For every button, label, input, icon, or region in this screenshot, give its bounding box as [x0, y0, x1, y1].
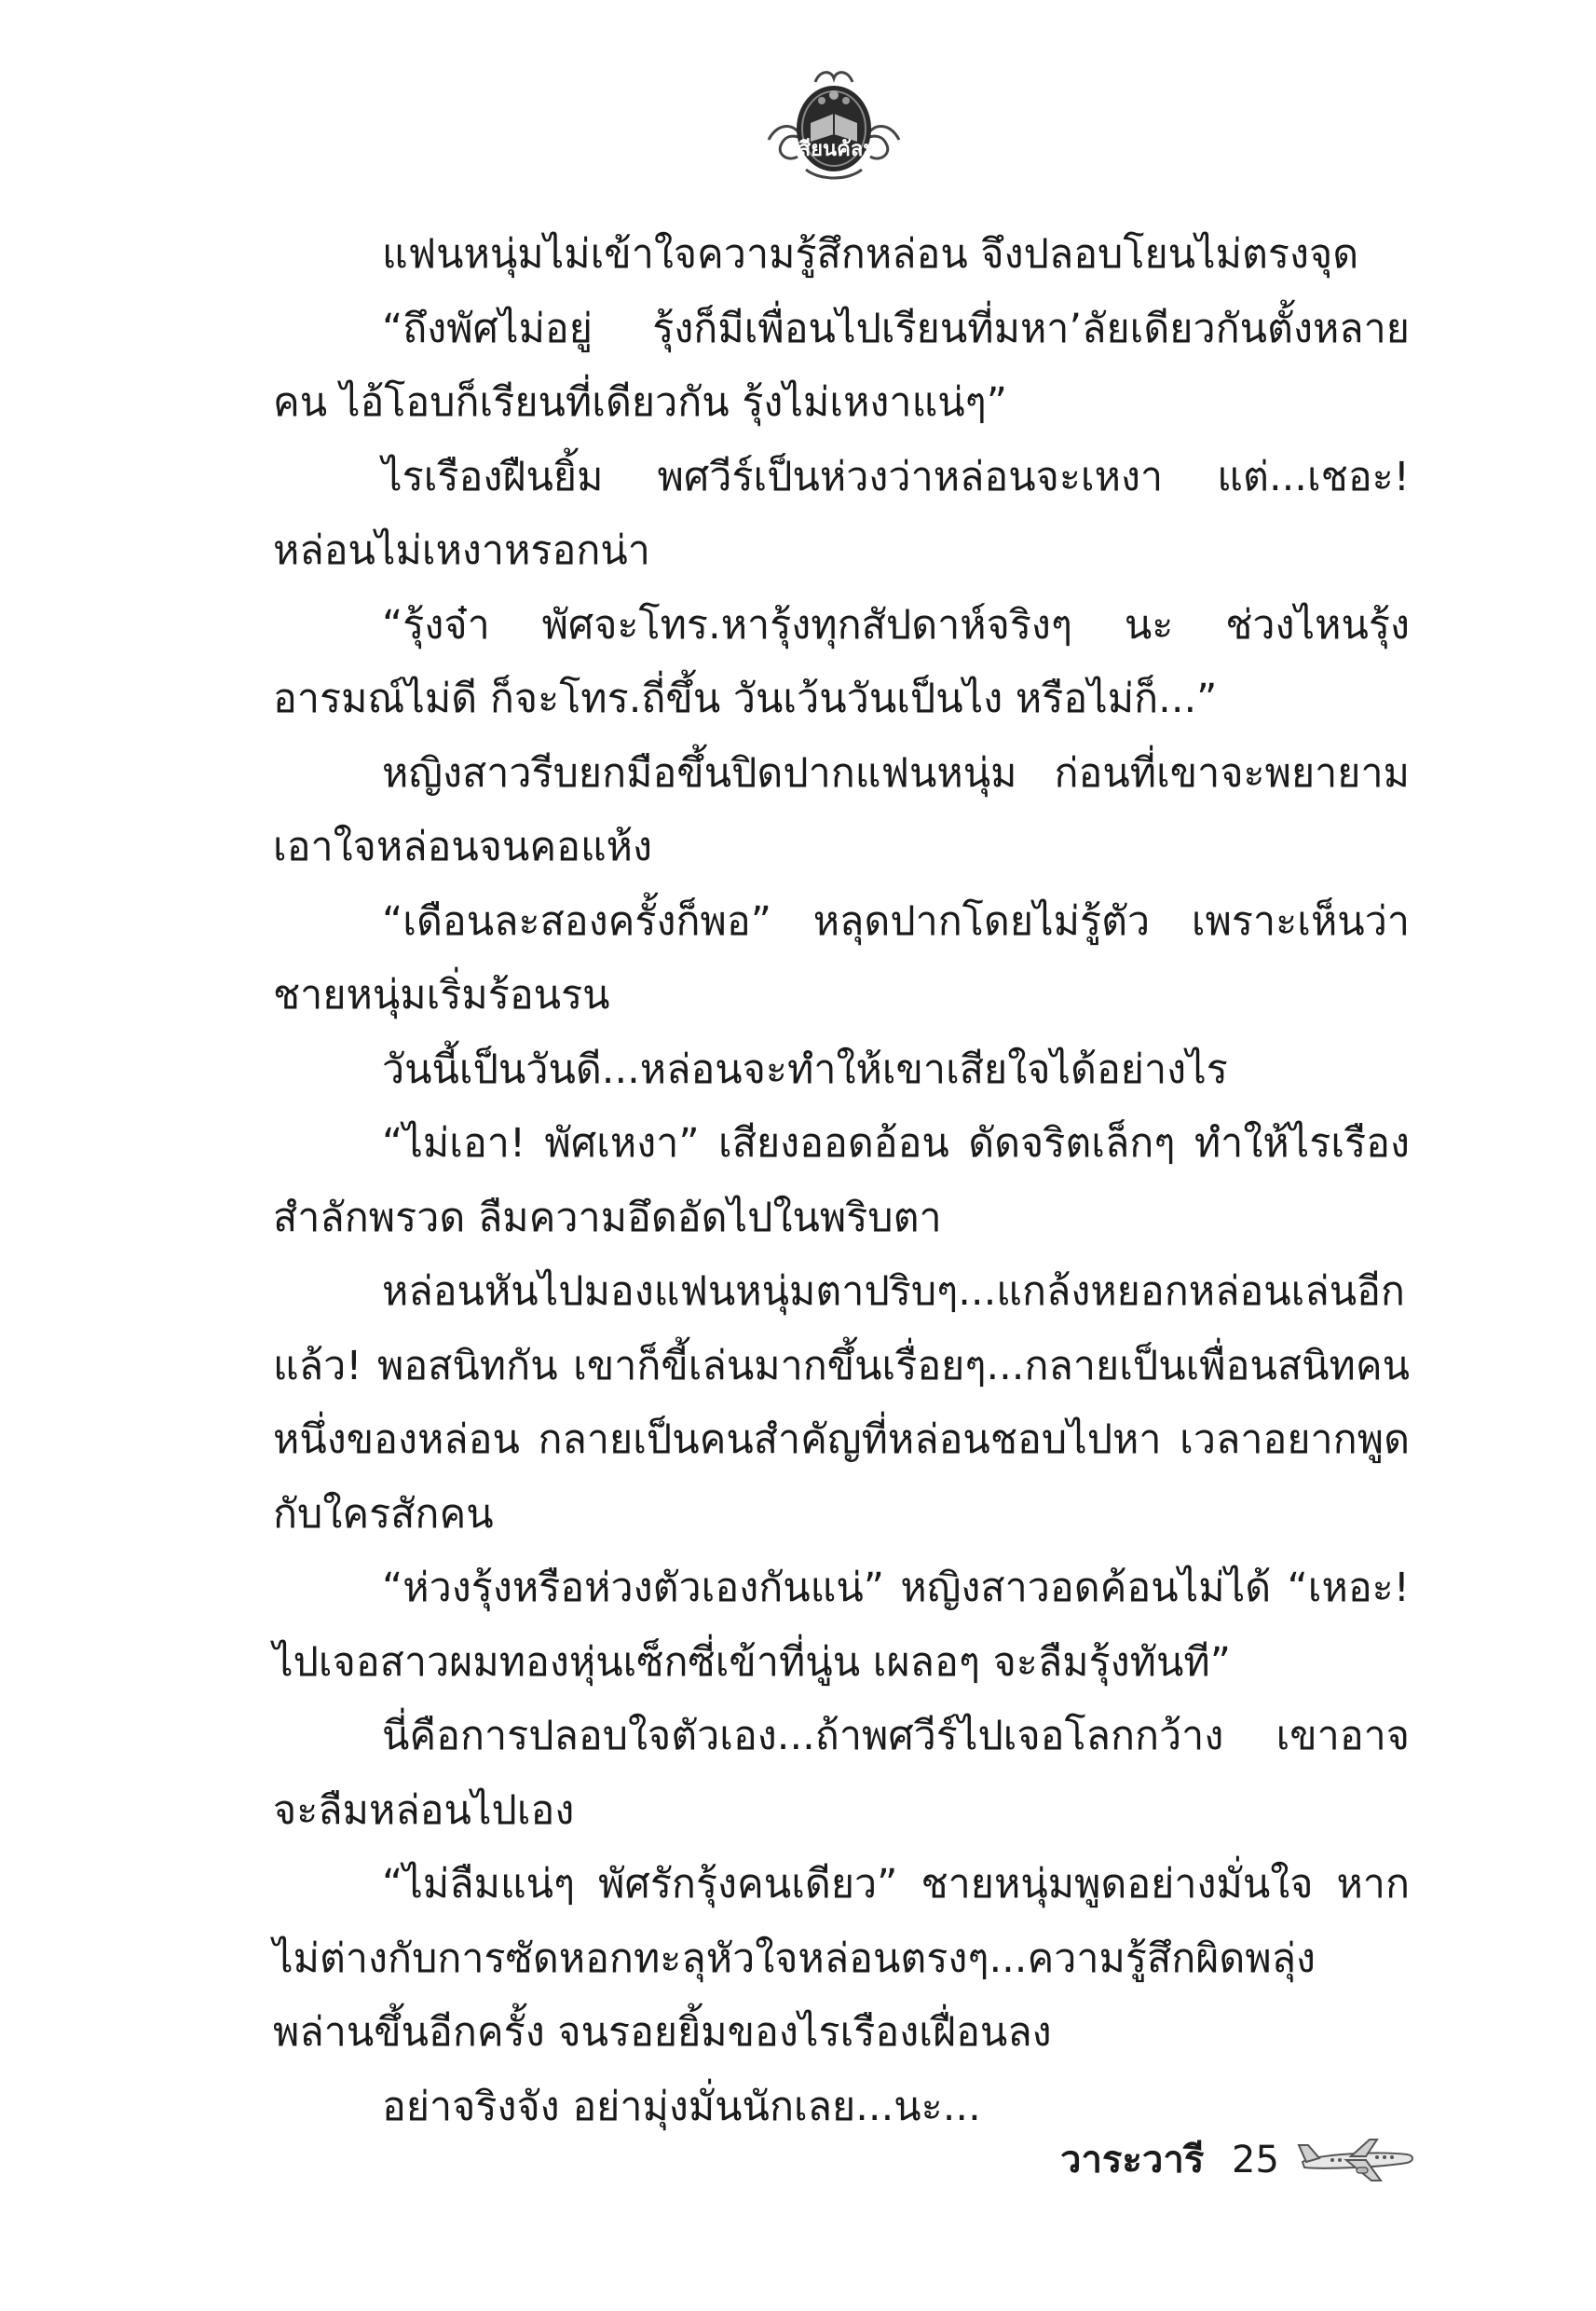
paragraph: อย่าจริงจัง อย่ามุ่งมั่นนักเลย...นะ... — [382, 2083, 981, 2130]
paragraph: “เดือนละสองครั้งก็พอ” หลุดปากโดยไม่รู้ตัว เพราะเห็นว่าชายหนุ่มเริ่มร้อนรน — [273, 897, 1410, 1019]
paragraph: หล่อนหันไปมองแฟนหนุ่มตาปริบๆ...แกล้งหยอกหล่อนเล่นอีกแล้ว! พอสนิทกัน เขาก็ขี้เล่นมากขึ้นเรื่อยๆ...กลายเป็นเพื่อนสนิทคนหนึ่งของหล่อน กลายเป็นคนสำคัญที่หล่อนชอบไปหา เวลาอยากพูดกับใครสักคน — [273, 1268, 1410, 1538]
paragraph: “ไม่เอา! พัศเหงา” เสียงออดอ้อน ดัดจริตเล็กๆ ทำให้ไรเรืองสำลักพรวด ลืมความอึดอัดไปในพริบตา — [273, 1120, 1410, 1241]
paragraph: “ไม่ลืมแน่ๆ พัศรักรุ้งคนเดียว” ชายหนุ่มพูดอย่างมั่นใจ หากไม่ต่างกับการซัดหอกทะลุหัวใจหล่อนตรงๆ...ความรู้สึกผิดพลุ่งพล่านขึ้นอีกครั้ง จนรอยยิ้มของไรเรืองเฝื่อนลง — [273, 1861, 1410, 2056]
paragraph: นี่คือการปลอบใจตัวเอง...ถ้าพศวีร์ไปเจอโลกกว้าง เขาอาจจะลืมหล่อนไปเอง — [273, 1713, 1410, 1834]
paragraph: วันนี้เป็นวันดี...หล่อนจะทำให้เขาเสียใจได้อย่างไร — [382, 1046, 1228, 1093]
paragraph: “ถึงพัศไม่อยู่ รุ้งก็มีเพื่อนไปเรียนที่มหา’ลัยเดียวกันตั้งหลายคน ไอ้โอบก็เรียนที่เดียวกัน รุ้งไม่เหงาแน่ๆ” — [273, 305, 1410, 426]
book-title: วาระวารี — [1060, 2139, 1205, 2181]
publisher-crest-icon — [764, 65, 904, 186]
body-text — [273, 218, 1410, 2144]
paragraph: “ห่วงรุ้งหรือห่วงตัวเองกันแน่” หญิงสาวอดค้อนไม่ได้ “เหอะ! ไปเจอสาวผมทองหุ่นเซ็กซี่เข้าที่นู่น เผลอๆ จะลืมรุ้งทันที” — [273, 1565, 1410, 1686]
paragraph: หญิงสาวรีบยกมือขึ้นปิดปากแฟนหนุ่ม ก่อนที่เขาจะพยายามเอาใจหล่อนจนคอแห้ง — [273, 749, 1410, 870]
paragraph: ไรเรืองฝืนยิ้ม พศวีร์เป็นห่วงว่าหล่อนจะเหงา แต่...เชอะ! หล่อนไม่เหงาหรอกน่า — [273, 453, 1410, 574]
paragraph: “รุ้งจ๋า พัศจะโทร.หารุ้งทุกสัปดาห์จริงๆ นะ ช่วงไหนรุ้งอารมณ์ไม่ดี ก็จะโทร.ถี่ขึ้น วันเว้นวันเป็นไง หรือไม่ก็...” — [273, 601, 1410, 722]
logo-text: เสียนคัลม — [791, 138, 877, 161]
paragraph: แฟนหนุ่มไม่เข้าใจความรู้สึกหล่อน จึงปลอบโยนไม่ตรงจุด — [382, 231, 1359, 278]
page-footer — [1025, 2132, 1463, 2188]
airplane-icon — [1295, 2126, 1416, 2192]
page-number: 25 — [1232, 2139, 1279, 2181]
